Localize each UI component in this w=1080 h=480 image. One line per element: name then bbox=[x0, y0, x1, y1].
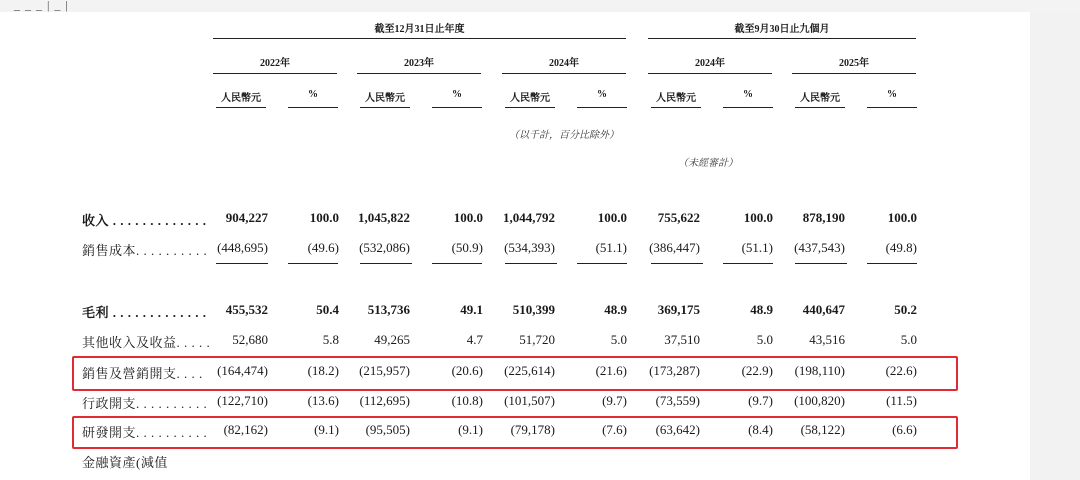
cell: 510,399 bbox=[512, 302, 555, 317]
cell: (9.1) bbox=[314, 422, 339, 437]
cell: (22.6) bbox=[885, 363, 917, 378]
cell: (100,820) bbox=[794, 393, 845, 408]
unit-rule bbox=[795, 107, 845, 108]
cell: 51,720 bbox=[519, 332, 555, 347]
cell: (448,695) bbox=[217, 240, 268, 255]
cell: (7.6) bbox=[602, 422, 627, 437]
right-margin bbox=[1030, 12, 1080, 480]
cell: 43,516 bbox=[809, 332, 845, 347]
cell: 50.4 bbox=[316, 302, 339, 317]
unit-pct-2024: % bbox=[597, 89, 607, 100]
unit-pct-2025-nm: % bbox=[887, 89, 897, 100]
cell: 50.2 bbox=[894, 302, 917, 317]
cell: (95,505) bbox=[365, 422, 410, 437]
cell: (49.8) bbox=[885, 240, 917, 255]
cell: 100.0 bbox=[309, 210, 339, 225]
row-label-cost-of-sales: 銷售成本. . . . . . . . . . bbox=[82, 243, 208, 258]
subtotal-rule bbox=[288, 263, 338, 264]
unit-rule bbox=[577, 107, 627, 108]
subtotal-rule bbox=[432, 263, 482, 264]
unit-rule bbox=[360, 107, 410, 108]
cell: (198,110) bbox=[794, 363, 845, 378]
cell: 37,510 bbox=[664, 332, 700, 347]
nine-month-group-header: 截至9月30日止九個月 bbox=[734, 24, 830, 35]
year-rule-2024-nm bbox=[648, 73, 772, 74]
unit-rmb-2024-nm: 人民幣元 bbox=[656, 93, 696, 104]
subtotal-rule bbox=[577, 263, 627, 264]
note-thousands: （以千計，百分比除外） bbox=[509, 130, 619, 141]
cell: (22.9) bbox=[741, 363, 773, 378]
cell: 4.7 bbox=[466, 332, 483, 347]
cell: 755,622 bbox=[657, 210, 700, 225]
year-rule-2025-nm bbox=[792, 73, 916, 74]
unit-rule bbox=[432, 107, 482, 108]
cell: (63,642) bbox=[655, 422, 700, 437]
cell: (164,474) bbox=[217, 363, 268, 378]
cell: (58,122) bbox=[800, 422, 845, 437]
unit-rule bbox=[505, 107, 555, 108]
cell: (8.4) bbox=[748, 422, 773, 437]
cell: 904,227 bbox=[225, 210, 268, 225]
cell: 49.1 bbox=[460, 302, 483, 317]
subtotal-rule bbox=[216, 263, 268, 264]
cell: 1,045,822 bbox=[358, 210, 410, 225]
cell: (112,695) bbox=[359, 393, 410, 408]
unit-pct-2022: % bbox=[308, 89, 318, 100]
nine-month-group-rule bbox=[648, 38, 916, 39]
fiscal-year-group-rule bbox=[213, 38, 626, 39]
cell: 100.0 bbox=[597, 210, 627, 225]
cell: (21.6) bbox=[595, 363, 627, 378]
year-header-2023: 2023年 bbox=[404, 58, 434, 69]
unit-rule bbox=[651, 107, 701, 108]
cell: (532,086) bbox=[359, 240, 410, 255]
year-header-2022: 2022年 bbox=[260, 58, 290, 69]
cell: (11.5) bbox=[886, 393, 917, 408]
unit-rmb-2022: 人民幣元 bbox=[221, 93, 261, 104]
year-header-2025-nm: 2025年 bbox=[839, 58, 869, 69]
subtotal-rule bbox=[795, 263, 847, 264]
row-label-rnd-expenses: 研發開支. . . . . . . . . . bbox=[82, 425, 208, 440]
row-label-impairment-partial: 金融資產(減值 bbox=[82, 455, 168, 470]
row-label-admin-expenses: 行政開支. . . . . . . . . . bbox=[82, 396, 208, 411]
unit-rmb-2023: 人民幣元 bbox=[365, 93, 405, 104]
year-header-2024: 2024年 bbox=[549, 58, 579, 69]
cell: (386,447) bbox=[649, 240, 700, 255]
cell: 440,647 bbox=[802, 302, 845, 317]
cell: (51.1) bbox=[741, 240, 773, 255]
year-rule-2022 bbox=[213, 73, 337, 74]
document-page bbox=[0, 12, 1030, 480]
subtotal-rule bbox=[723, 263, 773, 264]
cell: (9.7) bbox=[602, 393, 627, 408]
cell: (9.7) bbox=[748, 393, 773, 408]
unit-rule bbox=[723, 107, 773, 108]
note-unaudited: （未經審計） bbox=[678, 158, 738, 169]
cell: (73,559) bbox=[655, 393, 700, 408]
cell: 49,265 bbox=[374, 332, 410, 347]
unit-pct-2024-nm: % bbox=[743, 89, 753, 100]
row-label-gross-profit: 毛利 . . . . . . . . . . . . . bbox=[82, 305, 207, 320]
cell: 5.0 bbox=[900, 332, 917, 347]
cell: (9.1) bbox=[458, 422, 483, 437]
cell: 48.9 bbox=[604, 302, 627, 317]
cell: (50.9) bbox=[451, 240, 483, 255]
year-rule-2024 bbox=[502, 73, 626, 74]
cell: 5.0 bbox=[610, 332, 627, 347]
unit-rule bbox=[288, 107, 338, 108]
unit-rmb-2024: 人民幣元 bbox=[510, 93, 550, 104]
cell: (173,287) bbox=[649, 363, 700, 378]
subtotal-rule bbox=[505, 263, 557, 264]
unit-pct-2023: % bbox=[452, 89, 462, 100]
cell: 513,736 bbox=[367, 302, 410, 317]
cell: 369,175 bbox=[657, 302, 700, 317]
row-label-selling-marketing: 銷售及營銷開支. . . . bbox=[82, 366, 203, 381]
cell: (225,614) bbox=[504, 363, 555, 378]
row-label-revenue: 收入 . . . . . . . . . . . . . bbox=[82, 213, 207, 228]
cell: 100.0 bbox=[743, 210, 773, 225]
cell: 878,190 bbox=[802, 210, 845, 225]
subtotal-rule bbox=[867, 263, 917, 264]
cell: (101,507) bbox=[504, 393, 555, 408]
subtotal-rule bbox=[651, 263, 703, 264]
cell: 5.0 bbox=[756, 332, 773, 347]
cell: (10.8) bbox=[451, 393, 483, 408]
cell: (534,393) bbox=[504, 240, 555, 255]
cell: (51.1) bbox=[595, 240, 627, 255]
cell: (18.2) bbox=[307, 363, 339, 378]
cell: 48.9 bbox=[750, 302, 773, 317]
unit-rule bbox=[216, 107, 266, 108]
cell: 100.0 bbox=[887, 210, 917, 225]
cell: (13.6) bbox=[307, 393, 339, 408]
cell: 455,532 bbox=[225, 302, 268, 317]
cell: 100.0 bbox=[453, 210, 483, 225]
fiscal-year-group-header: 截至12月31日止年度 bbox=[374, 24, 465, 35]
cell: (437,543) bbox=[794, 240, 845, 255]
subtotal-rule bbox=[360, 263, 412, 264]
cell: (122,710) bbox=[217, 393, 268, 408]
cell: (79,178) bbox=[510, 422, 555, 437]
cell: (20.6) bbox=[451, 363, 483, 378]
cell: (6.6) bbox=[892, 422, 917, 437]
year-header-2024-nm: 2024年 bbox=[695, 58, 725, 69]
cell: (49.6) bbox=[307, 240, 339, 255]
year-rule-2023 bbox=[357, 73, 481, 74]
top-fragment-text: _ _ _ | _ | bbox=[14, 0, 69, 12]
cell: 1,044,792 bbox=[503, 210, 555, 225]
row-label-other-income: 其他收入及收益. . . . . bbox=[82, 335, 211, 350]
cell: (215,957) bbox=[359, 363, 410, 378]
cell: 5.8 bbox=[322, 332, 339, 347]
unit-rule bbox=[867, 107, 917, 108]
unit-rmb-2025-nm: 人民幣元 bbox=[800, 93, 840, 104]
cell: (82,162) bbox=[223, 422, 268, 437]
cell: 52,680 bbox=[232, 332, 268, 347]
